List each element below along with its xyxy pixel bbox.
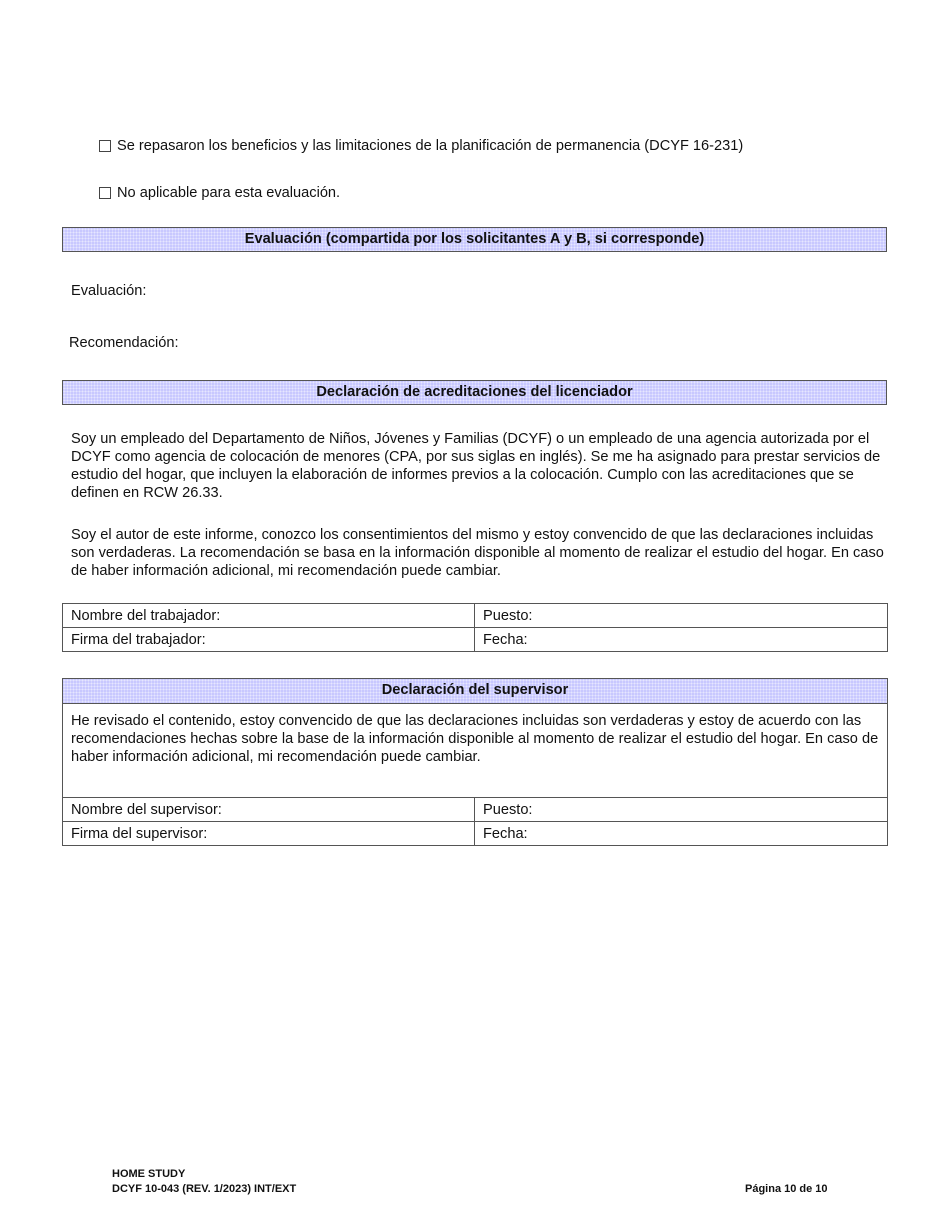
- worker-position-field[interactable]: Puesto:: [475, 604, 888, 628]
- checkbox-box[interactable]: [99, 140, 111, 152]
- checkbox-label: Se repasaron los beneficios y las limitaciones de la planificación de permanencia (DCYF 16-231): [117, 138, 744, 154]
- footer-title: HOME STUDY: [112, 1168, 186, 1180]
- licensor-section-header: Declaración de acreditaciones del licenciador: [62, 380, 887, 405]
- worker-signature-table: [62, 603, 888, 652]
- supervisor-section: [62, 678, 888, 846]
- footer-form-id: DCYF 10-043 (REV. 1/2023) INT/EXT: [112, 1183, 297, 1195]
- supervisor-section-header: Declaración del supervisor: [63, 679, 887, 704]
- supervisor-name-field[interactable]: Nombre del supervisor:: [63, 798, 475, 822]
- checkbox-label: No aplicable para esta evaluación.: [117, 185, 341, 201]
- worker-signature-field[interactable]: Firma del trabajador:: [63, 628, 475, 652]
- checkbox-not-applicable[interactable]: [99, 184, 340, 202]
- supervisor-date-field[interactable]: Fecha:: [475, 822, 888, 846]
- worker-name-field[interactable]: Nombre del trabajador:: [63, 604, 475, 628]
- licensor-paragraph-1: Soy un empleado del Departamento de Niños, Jóvenes y Familias (DCYF) o un empleado de una agencia autorizada por el DCYF como agencia de colocación de menores (CPA, por sus siglas en inglés). Se me ha asignado para prestar servicios de estudio del hogar, que incluyen la elaboración de informes previos a la colocación. Cumplo con las acreditaciones que se definen en RCW 26.33.: [71, 431, 881, 501]
- footer-page-number: Página 10 de 10: [745, 1183, 828, 1195]
- evaluation-section-header: Evaluación (compartida por los solicitantes A y B, si corresponde): [62, 227, 887, 252]
- supervisor-signature-field[interactable]: Firma del supervisor:: [63, 822, 475, 846]
- checkbox-permanency-review[interactable]: [99, 137, 743, 155]
- licensor-paragraph-2: Soy el autor de este informe, conozco los consentimientos del mismo y estoy convencido de que las declaraciones incluidas son verdaderas. La recomendación se basa en la información disponible al momento de realizar el estudio del hogar. En caso de haber información adicional, mi recomendación puede cambiar.: [71, 527, 884, 579]
- checkbox-box[interactable]: [99, 187, 111, 199]
- supervisor-signature-table: [62, 797, 888, 846]
- evaluation-label: Evaluación:: [71, 283, 147, 299]
- supervisor-paragraph: He revisado el contenido, estoy convencido de que las declaraciones incluidas son verdaderas y estoy de acuerdo con las recomendaciones hechas sobre la base de la información disponible al momento de realizar el estudio del hogar. En caso de haber información adicional, mi recomendación puede cambiar.: [71, 713, 879, 765]
- recommendation-label: Recomendación:: [69, 335, 179, 351]
- worker-date-field[interactable]: Fecha:: [475, 628, 888, 652]
- supervisor-position-field[interactable]: Puesto:: [475, 798, 888, 822]
